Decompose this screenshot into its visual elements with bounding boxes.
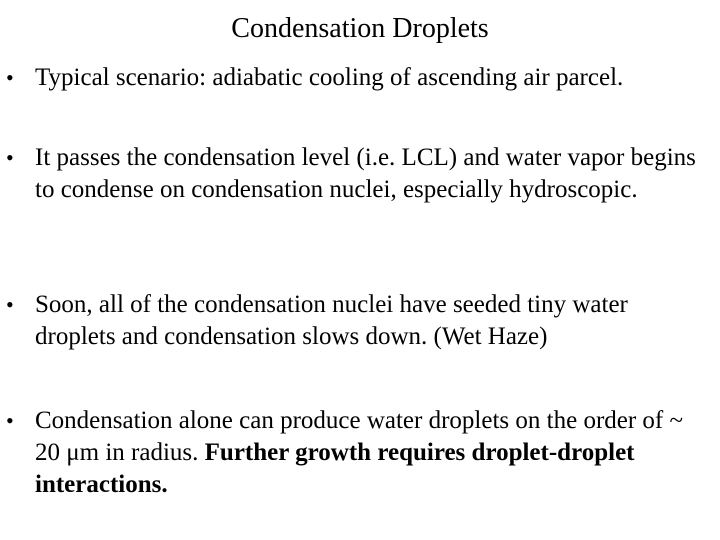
bullet-text-regular: Condensation alone can produce water droplets on the order of ~ 20 μm in radius. <box>35 407 684 466</box>
bullet-item <box>6 289 711 353</box>
bullet-item <box>6 62 711 94</box>
bullet-text: Typical scenario: adiabatic cooling of ascending air parcel. <box>35 64 624 91</box>
slide-title: Condensation Droplets <box>231 13 489 44</box>
bullet-text: Soon, all of the condensation nuclei have seeded tiny water droplets and condensation slows down. (Wet Haze) <box>35 291 628 350</box>
bullet-marker: • <box>6 145 14 170</box>
bullet-marker: • <box>6 292 14 317</box>
bullet-text <box>35 405 711 501</box>
bullet-text-bold: Further growth requires droplet-droplet interactions. <box>35 439 635 498</box>
bullet-marker: • <box>6 65 14 90</box>
bullet-item <box>6 405 711 501</box>
bullet-marker: • <box>6 408 14 433</box>
bullet-text: It passes the condensation level (i.e. LCL) and water vapor begins to condense on condensation nuclei, especially hydroscopic. <box>35 144 696 203</box>
bullet-item <box>6 142 711 206</box>
